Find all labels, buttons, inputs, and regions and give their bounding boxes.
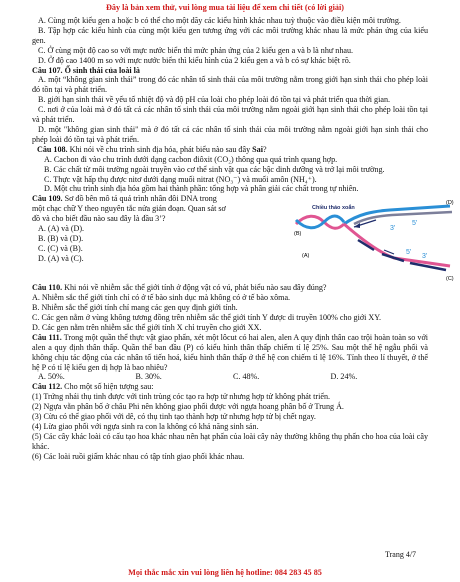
q109-option-a: A. (A) và (D).: [38, 224, 85, 234]
upper-5prime-label: 5’: [412, 220, 418, 228]
preview-banner: Đây là bản xem thử, vui lòng mua tài liệu để xem chi tiết (có lời giải): [105, 3, 344, 12]
q108-option-c: C. Thực vật hấp thụ được nitơ dưới dạng muối nitrat (NO₃⁻) và muối amôn (NH₄⁺).: [44, 174, 317, 184]
q111-option-d: D. 24%.: [330, 372, 358, 382]
q109-option-b: B. (B) và (D).: [38, 233, 84, 243]
q112-item-1: (1) Trứng nhái thụ tinh được với tinh trùng cóc tạo ra hợp tử nhưng hợp tử không phát triển.: [32, 392, 331, 402]
label-b: (B): [294, 231, 302, 238]
q108-keyword: Sai: [252, 144, 263, 154]
q106-option-b: B. Tập hợp các kiểu hình của cùng một kiểu gen tương ứng với các môi trường khác nhau là mức phản ứng của kiểu gen.: [32, 25, 428, 45]
q108-title: [32, 145, 428, 155]
q106-option-a: A. Cùng một kiểu gen a hoặc b có thể cho một dãy các kiểu hình khác nhau tuỳ thuộc vào điều kiện môi trường.: [38, 16, 401, 25]
q107-option-b: B. giới hạn sinh thái về yếu tố nhiệt độ và độ pH của loài cho phép loài đó tồn tại và phát triển qua thời gian.: [38, 95, 391, 105]
q109-line1: [32, 194, 292, 204]
q108-option-a: A. Cacbon đi vào chu trình dưới dạng cacbon điôxit (CO₂) thông qua quá trình quang hợp.: [44, 154, 338, 164]
q110-option-b: B. Nhiễm sắc thể giới tính chỉ mang các gen quy định giới tính.: [32, 303, 238, 313]
q112-item-5: (5) Các cây khác loài có cấu tạo hoa khác nhau nên hạt phấn của loài cây này thường không thụ phấn cho hoa của loài cây khác.: [32, 431, 428, 451]
q109-option-d: D. (A) và (C).: [38, 253, 84, 263]
q111-question: [32, 333, 428, 373]
q111-option-c: C. 48%.: [233, 372, 260, 382]
q109-line3: đồ và cho biết đầu nào sau đây là đầu 3’?: [32, 214, 166, 224]
page-content: [32, 16, 454, 462]
q112-item-3: (3) Cừu có thể giao phối với dê, có thụ tinh tạo thành hợp tử nhưng hợp tử bị chết ngay.: [32, 412, 316, 422]
q112-title: [32, 382, 428, 392]
label-a: (A): [302, 253, 310, 260]
q111-options: [32, 372, 428, 382]
q106-option-d: D. Ở độ cao 1400 m so với mực nước biển thì kiểu hình của 2 kiểu gen a và b có sự khác biệt rõ.: [38, 55, 351, 65]
q110-number: Câu 110.: [32, 283, 63, 293]
lower-3prime-label: 3’: [422, 253, 428, 261]
q112-item-6: (6) Các loài ruồi giấm khác nhau có tập tính giao phối khác nhau.: [32, 451, 245, 461]
upper-3prime-label: 3’: [390, 225, 396, 233]
q110-title: [32, 283, 428, 293]
q107-option-a: A. một “không gian sinh thái” trong đó các nhân tố sinh thái của môi trường nằm trong giới hạn sinh thái cho phép loài đó tồn tại và phát triển.: [32, 75, 428, 95]
q111-number: Câu 111.: [32, 332, 62, 342]
q111-body: Trong một quần thể thực vật giao phấn, xét một lôcut có hai alen, alen A quy định thân cao trội hoàn toàn so với alen a quy định thân thấp. Quần thể ban đầu (P) có kiểu hình thân thấp chiếm tỉ lệ 25%. Sau một thế hệ ngẫu phối và không chịu tác động của các nhân tố tiến hoá, kiểu hình thân thấp ở thế hệ con chiếm tỉ lệ 16%. Tính theo lí thuyết, ở thế hệ P có tỉ lệ kiểu gen dị hợp là bao nhiêu?: [32, 332, 428, 372]
q109-line1-text: Sơ đồ bên mô tả quá trình nhân đôi DNA trong: [62, 194, 217, 204]
q110-option-c: C. Các gen nằm ở vùng không tương đồng trên nhiễm sắc thể giới tính Y được di truyền 100% cho giới XY.: [32, 313, 382, 323]
label-c: (C): [446, 276, 454, 283]
q106-option-c: C. Ở cùng một độ cao so với mực nước biển thì mức phản ứng của 2 kiểu gen a và b là như nhau.: [38, 45, 354, 55]
q109-line2: một chạc chữ Y theo nguyên tắc nửa gián đoạn. Quan sát sơ: [32, 204, 226, 214]
q107-title: Câu 107. Ổ sinh thái của loài là: [32, 65, 140, 75]
q108-number: Câu 108.: [37, 144, 68, 154]
q112-item-2: (2) Ngựa vằn phân bố ở châu Phi nên không giao phối được với ngựa hoang phân bố ở Trung Á.: [32, 402, 344, 412]
q109-text: [32, 194, 292, 263]
q110-body: Khi nói về nhiễm sắc thể giới tính ở động vật có vú, phát biểu nào sau đây đúng?: [62, 283, 327, 293]
q112-body: Cho một số hiện tượng sau:: [62, 382, 154, 392]
q108-option-b: B. Các chất từ môi trường ngoài truyền vào cơ thể sinh vật qua các bậc dinh dưỡng và trở lại môi trường.: [44, 164, 385, 174]
q108-end: ?: [262, 144, 267, 154]
label-d: (D): [446, 200, 454, 207]
q109-number: Câu 109.: [32, 194, 63, 204]
q111-option-a: A. 50%.: [38, 372, 65, 382]
page-number: Trang 4/7: [385, 550, 417, 559]
q112-item-4: (4) Lừa giao phối với ngựa sinh ra con la không có khả năng sinh sản.: [32, 422, 259, 431]
hotline-banner: Mọi thắc mắc xin vui lòng liên hệ hotline: 084 283 45 85: [128, 568, 322, 577]
lower-5prime-label: 5’: [406, 249, 412, 257]
q107-option-d: D. một "không gian sinh thái" mà ở đó tất cả các nhân tố sinh thái của môi trường nằm ngoài giới hạn sinh thái cho phép loài đó tồn tại và phát triển.: [32, 124, 428, 144]
q112-number: Câu 112.: [32, 382, 63, 392]
q110-option-a: A. Nhiễm sắc thể giới tính chỉ có ở tế bào sinh dục mà không có ở tế bào xôma.: [32, 293, 291, 303]
q110-option-d: D. Các gen nằm trên nhiễm sắc thể giới tính X chỉ truyền cho giới XX.: [32, 322, 262, 332]
q108-body: Khi nói về chu trình sinh địa hóa, phát biểu nào sau đây: [67, 144, 253, 154]
replication-fork-diagram: [294, 200, 460, 284]
q108-option-d: D. Một chu trình sinh địa hóa gồm hai thành phần: tổng hợp và phân giải các chất trong tự nhiên.: [44, 184, 359, 194]
q111-option-b: B. 30%.: [135, 372, 162, 382]
q109-option-c: C. (C) và (B).: [38, 243, 83, 253]
q107-option-c: C. nơi ở của loài mà ở đó tất cả các nhân tố sinh thái của môi trường nằm ngoài giới hạn sinh thái cho phép loài tồn tại và phát triển.: [32, 105, 428, 125]
q109-block: [32, 194, 454, 283]
fork-direction-label: Chiều tháo xoắn: [312, 205, 355, 212]
